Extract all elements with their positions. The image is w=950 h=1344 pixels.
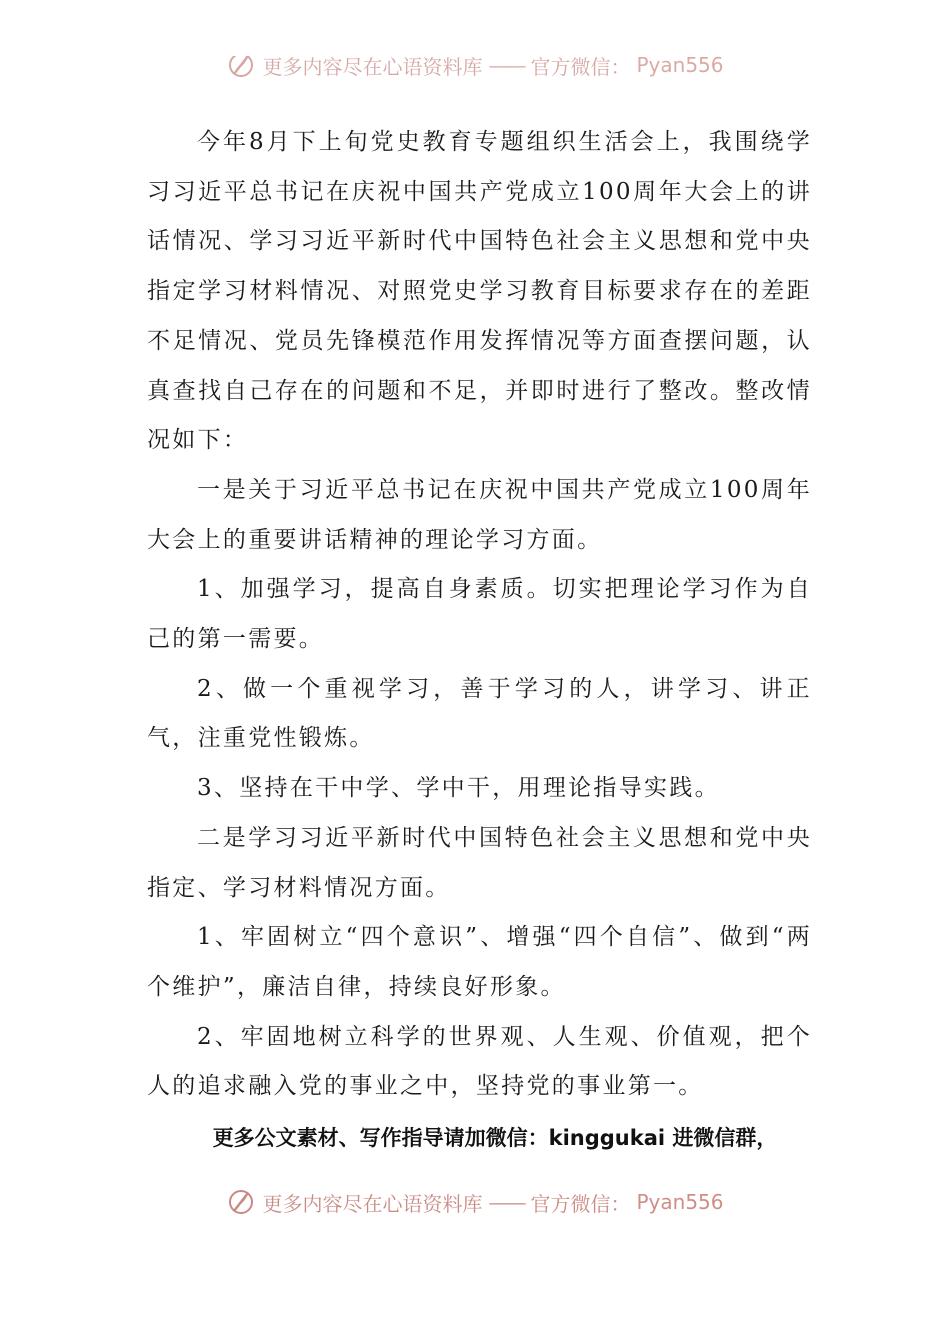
watermark-label: 官方微信： (530, 56, 631, 79)
watermark-wechat-id: Pyan556 (636, 56, 724, 77)
section-one-item-1: 1、加强学习，提高自身素质。切实把理论学习作为自己的第一需要。 (147, 576, 812, 653)
footer-note: 更多公文素材、写作指导请加微信：kinggukai 进微信群， (212, 1126, 778, 1150)
watermark-separator: —— (488, 56, 525, 77)
intro-paragraph: 今年8月下上旬党史教育专题组织生活会上，我围绕学习习近平总书记在庆祝中国共产党成立100周年大会上的讲话情况、学习习近平新时代中国特色社会主义思想和党中央指定学习材料情况、对照党史学习教育目标要求存在的差距不足情况、党员先锋模范作用发挥情况等方面查摆问题，认真查找自己存在的问题和不足，并即时进行了整改。整改情况如下： (147, 129, 812, 454)
document-body (147, 118, 812, 1112)
section-one-heading: 一是关于习近平总书记在庆祝中国共产党成立100周年大会上的重要讲话精神的理论学习方面。 (147, 476, 812, 553)
feather-logo-icon (226, 1187, 256, 1217)
watermark-text: 更多内容尽在心语资料库 (262, 1191, 483, 1216)
watermark-wechat-id: Pyan556 (636, 1190, 724, 1214)
watermark-label: 官方微信： (530, 1191, 631, 1216)
section-one-item-3: 3、坚持在干中学、学中干，用理论指导实践。 (197, 775, 720, 802)
section-two-item-1: 1、牢固树立“四个意识”、增强“四个自信”、做到“两个维护”，廉洁自律，持续良好形象。 (147, 924, 812, 1000)
section-one-item-2: 2、做一个重视学习，善于学习的人，讲学习、讲正气，注重党性锻炼。 (147, 675, 812, 752)
top-watermark (0, 56, 950, 86)
watermark-text: 更多内容尽在心语资料库 (262, 56, 483, 79)
bottom-watermark (0, 1184, 950, 1220)
section-two-item-2: 2、牢固地树立科学的世界观、人生观、价值观，把个人的追求融入党的事业之中，坚持党的事业第一。 (147, 1023, 812, 1100)
section-two-heading: 二是学习习近平新时代中国特色社会主义思想和党中央指定、学习材料情况方面。 (147, 824, 812, 901)
watermark-separator: —— (488, 1190, 525, 1214)
feather-logo-icon (226, 56, 256, 80)
